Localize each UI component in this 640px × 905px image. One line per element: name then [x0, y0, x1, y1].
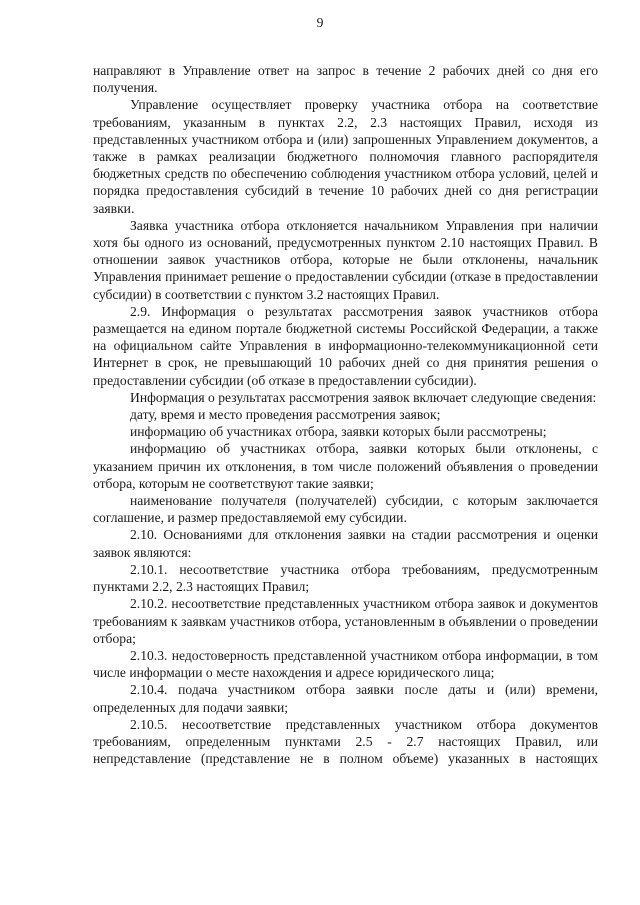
paragraph: 2.10.5. несоответствие представленных участником отбора документов требованиям, определенным пунктами 2.5 - 2.7 настоящих Правил, или непредставление (представление не в полном объеме) указанных в настоящих — [93, 716, 598, 767]
paragraph: информацию об участниках отбора, заявки которых были рассмотрены; — [130, 424, 547, 440]
paragraph: 2.10.4. подача участником отбора заявки после даты и (или) времени, определенных для подачи заявки; — [93, 682, 598, 715]
paragraph: Управление осуществляет проверку участника отбора на соответствие требованиям, указанным в пунктах 2.2, 2.3 настоящих Правил, исходя из представленных участником отбора и (или) запрошенных Управлением документов, а также в рамках реализации бюджетного полномочия главного распорядителя бюджетных средств по обеспечению соблюдения участником отбора условий, целей и порядка предоставления субсидий в течение 10 рабочих дней со дня регистрации заявки. — [93, 97, 598, 216]
paragraph: 2.10.2. несоответствие представленных участником отбора заявок и документов требованиям к заявкам участников отбора, установленным в объявлении о проведении отбора; — [93, 596, 598, 646]
paragraph: информацию об участниках отбора, заявки которых были отклонены, с указанием причин их отклонения, в том числе положений объявления о проведении отбора, которым не соответствуют такие заявки; — [93, 441, 598, 491]
paragraph: Информация о результатах рассмотрения заявок включает следующие сведения: — [130, 389, 597, 405]
page-number: 9 — [316, 15, 324, 30]
paragraph: 2.9. Информация о результатах рассмотрения заявок участников отбора размещается на едином портале бюджетной системы Российской Федерации, а также на официальном сайте Управления в информационно-телекоммуникационной сети Интернет в срок, не превышающий 10 рабочих дней со дня принятия решения о предоставлении субсидии (об отказе в предоставлении субсидии). — [93, 303, 598, 388]
paragraph: наименование получателя (получателей) субсидии, с которым заключается соглашение, и размер предоставляемой ему субсидии. — [93, 493, 598, 526]
paragraph: Заявка участника отбора отклоняется начальником Управления при наличии хотя бы одного из оснований, предусмотренных пунктом 2.10 настоящих Правил. В отношении заявок участников отбора, которые не были отклонены, начальник Управления принимает решение о предоставлении субсидии (отказе в предоставлении субсидии) в соответствии с пунктом 3.2 настоящих Правил. — [93, 217, 598, 302]
document-body — [93, 62, 598, 767]
paragraph: направляют в Управление ответ на запрос в течение 2 рабочих дней со дня его получения. — [93, 63, 598, 96]
paragraph: дату, время и место проведения рассмотрения заявок; — [130, 407, 441, 423]
paragraph: 2.10.3. недостоверность представленной участником отбора информации, в том числе информации о месте нахождения и адресе юридического лица; — [93, 647, 598, 681]
paragraph: 2.10. Основаниями для отклонения заявки на стадии рассмотрения и оценки заявок являются: — [93, 527, 598, 560]
paragraph: 2.10.1. несоответствие участника отбора требованиям, предусмотренным пунктами 2.2, 2.3 настоящих Правил; — [93, 561, 598, 595]
